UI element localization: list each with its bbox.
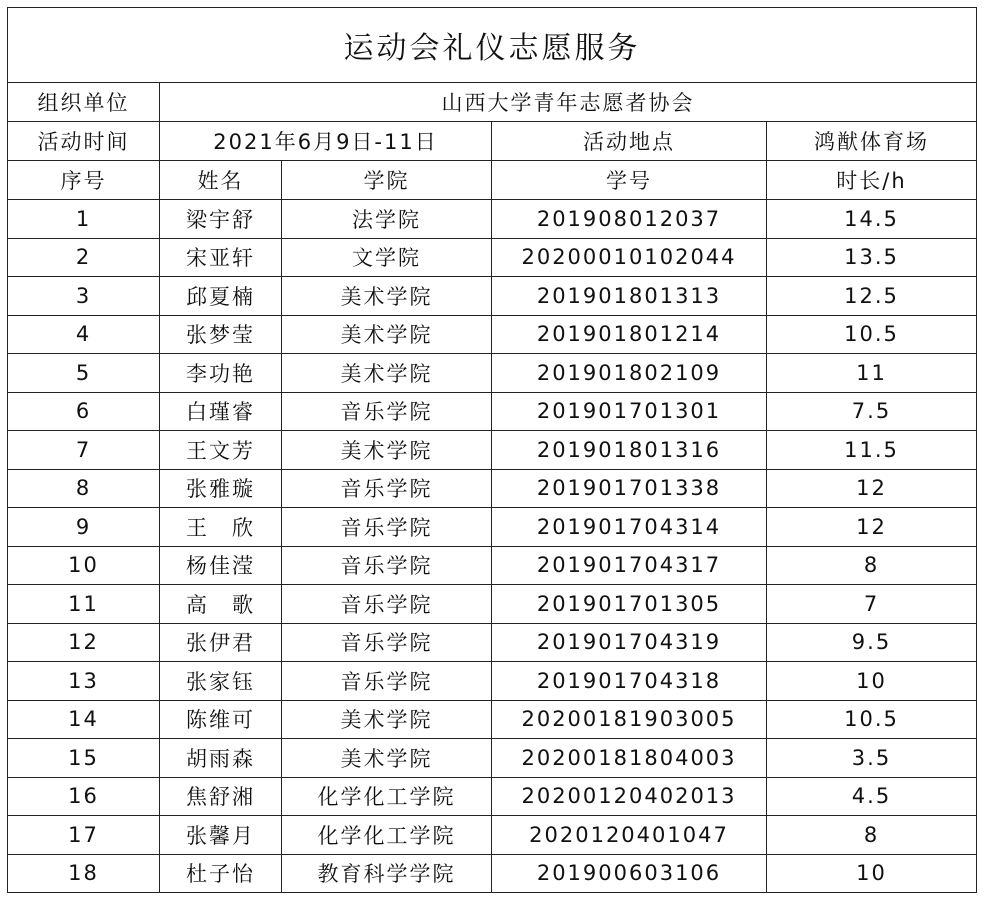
col-header-college: 学院 (282, 161, 492, 200)
cell-no: 18 (8, 854, 160, 893)
table-row (8, 277, 977, 316)
title-row (8, 8, 977, 83)
col-header-hours: 时长/h (767, 161, 977, 200)
cell-name: 杜子怡 (160, 854, 282, 893)
cell-no: 16 (8, 777, 160, 816)
cell-student-id: 201901701305 (492, 585, 767, 624)
table-body (8, 8, 977, 893)
cell-name: 王 欣 (160, 508, 282, 547)
table-row (8, 200, 977, 239)
cell-student-id: 20200010102044 (492, 238, 767, 277)
cell-hours: 12.5 (767, 277, 977, 316)
cell-name: 李功艳 (160, 354, 282, 393)
cell-name: 白瑾睿 (160, 392, 282, 431)
cell-college: 音乐学院 (282, 469, 492, 508)
cell-college: 化学化工学院 (282, 816, 492, 855)
cell-college: 音乐学院 (282, 662, 492, 701)
table-row (8, 816, 977, 855)
cell-college: 化学化工学院 (282, 777, 492, 816)
cell-name: 陈维可 (160, 700, 282, 739)
cell-no: 3 (8, 277, 160, 316)
cell-name: 梁宇舒 (160, 200, 282, 239)
table-row (8, 739, 977, 778)
cell-no: 14 (8, 700, 160, 739)
org-value: 山西大学青年志愿者协会 (160, 83, 977, 122)
table-row (8, 623, 977, 662)
cell-no: 11 (8, 585, 160, 624)
cell-student-id: 201901801316 (492, 431, 767, 470)
cell-hours: 12 (767, 508, 977, 547)
cell-college: 音乐学院 (282, 623, 492, 662)
cell-name: 王文芳 (160, 431, 282, 470)
cell-hours: 4.5 (767, 777, 977, 816)
cell-college: 文学院 (282, 238, 492, 277)
cell-student-id: 201908012037 (492, 200, 767, 239)
cell-name: 张伊君 (160, 623, 282, 662)
table-row (8, 354, 977, 393)
cell-name: 邱夏楠 (160, 277, 282, 316)
table-row (8, 546, 977, 585)
cell-no: 5 (8, 354, 160, 393)
cell-student-id: 201901701338 (492, 469, 767, 508)
time-label: 活动时间 (8, 122, 160, 161)
cell-no: 1 (8, 200, 160, 239)
table-row (8, 392, 977, 431)
cell-no: 12 (8, 623, 160, 662)
cell-student-id: 201901704319 (492, 623, 767, 662)
table-row (8, 854, 977, 893)
cell-no: 8 (8, 469, 160, 508)
col-header-id: 学号 (492, 161, 767, 200)
cell-hours: 10.5 (767, 315, 977, 354)
cell-student-id: 201901701301 (492, 392, 767, 431)
table-row (8, 662, 977, 701)
col-header-name: 姓名 (160, 161, 282, 200)
org-row (8, 83, 977, 122)
cell-college: 美术学院 (282, 354, 492, 393)
cell-no: 10 (8, 546, 160, 585)
cell-no: 2 (8, 238, 160, 277)
cell-no: 13 (8, 662, 160, 701)
table-row (8, 585, 977, 624)
cell-student-id: 20200120402013 (492, 777, 767, 816)
volunteer-table (7, 7, 977, 893)
cell-college: 美术学院 (282, 700, 492, 739)
cell-hours: 12 (767, 469, 977, 508)
cell-hours: 10.5 (767, 700, 977, 739)
cell-college: 音乐学院 (282, 392, 492, 431)
cell-college: 音乐学院 (282, 508, 492, 547)
cell-hours: 11 (767, 354, 977, 393)
cell-hours: 10 (767, 662, 977, 701)
cell-name: 张家钰 (160, 662, 282, 701)
cell-student-id: 201900603106 (492, 854, 767, 893)
cell-college: 法学院 (282, 200, 492, 239)
cell-student-id: 20200181804003 (492, 739, 767, 778)
cell-name: 胡雨森 (160, 739, 282, 778)
cell-hours: 13.5 (767, 238, 977, 277)
table-row (8, 238, 977, 277)
cell-student-id: 201901801313 (492, 277, 767, 316)
place-label: 活动地点 (492, 122, 767, 161)
table-row (8, 431, 977, 470)
time-place-row (8, 122, 977, 161)
cell-name: 焦舒湘 (160, 777, 282, 816)
cell-college: 教育科学学院 (282, 854, 492, 893)
cell-name: 杨佳滢 (160, 546, 282, 585)
cell-college: 音乐学院 (282, 585, 492, 624)
cell-student-id: 201901801214 (492, 315, 767, 354)
cell-student-id: 2020120401047 (492, 816, 767, 855)
cell-hours: 8 (767, 546, 977, 585)
column-header-row (8, 161, 977, 200)
cell-no: 9 (8, 508, 160, 547)
place-value: 鸿猷体育场 (767, 122, 977, 161)
cell-college: 美术学院 (282, 315, 492, 354)
cell-no: 6 (8, 392, 160, 431)
cell-student-id: 201901704317 (492, 546, 767, 585)
cell-college: 美术学院 (282, 739, 492, 778)
cell-student-id: 201901704314 (492, 508, 767, 547)
table-title: 运动会礼仪志愿服务 (8, 8, 977, 83)
table-row (8, 508, 977, 547)
cell-no: 7 (8, 431, 160, 470)
cell-hours: 11.5 (767, 431, 977, 470)
table-row (8, 700, 977, 739)
cell-hours: 9.5 (767, 623, 977, 662)
cell-name: 张梦莹 (160, 315, 282, 354)
cell-hours: 10 (767, 854, 977, 893)
cell-no: 15 (8, 739, 160, 778)
cell-student-id: 201901802109 (492, 354, 767, 393)
cell-hours: 14.5 (767, 200, 977, 239)
cell-name: 高 歌 (160, 585, 282, 624)
cell-no: 4 (8, 315, 160, 354)
cell-hours: 3.5 (767, 739, 977, 778)
org-label: 组织单位 (8, 83, 160, 122)
cell-hours: 8 (767, 816, 977, 855)
table-row (8, 315, 977, 354)
cell-name: 张雅璇 (160, 469, 282, 508)
cell-student-id: 201901704318 (492, 662, 767, 701)
cell-college: 美术学院 (282, 277, 492, 316)
cell-no: 17 (8, 816, 160, 855)
table-row (8, 469, 977, 508)
cell-college: 音乐学院 (282, 546, 492, 585)
cell-name: 宋亚轩 (160, 238, 282, 277)
cell-college: 美术学院 (282, 431, 492, 470)
cell-student-id: 20200181903005 (492, 700, 767, 739)
cell-hours: 7 (767, 585, 977, 624)
col-header-no: 序号 (8, 161, 160, 200)
cell-hours: 7.5 (767, 392, 977, 431)
cell-name: 张馨月 (160, 816, 282, 855)
table-row (8, 777, 977, 816)
time-value: 2021年6月9日-11日 (160, 122, 492, 161)
